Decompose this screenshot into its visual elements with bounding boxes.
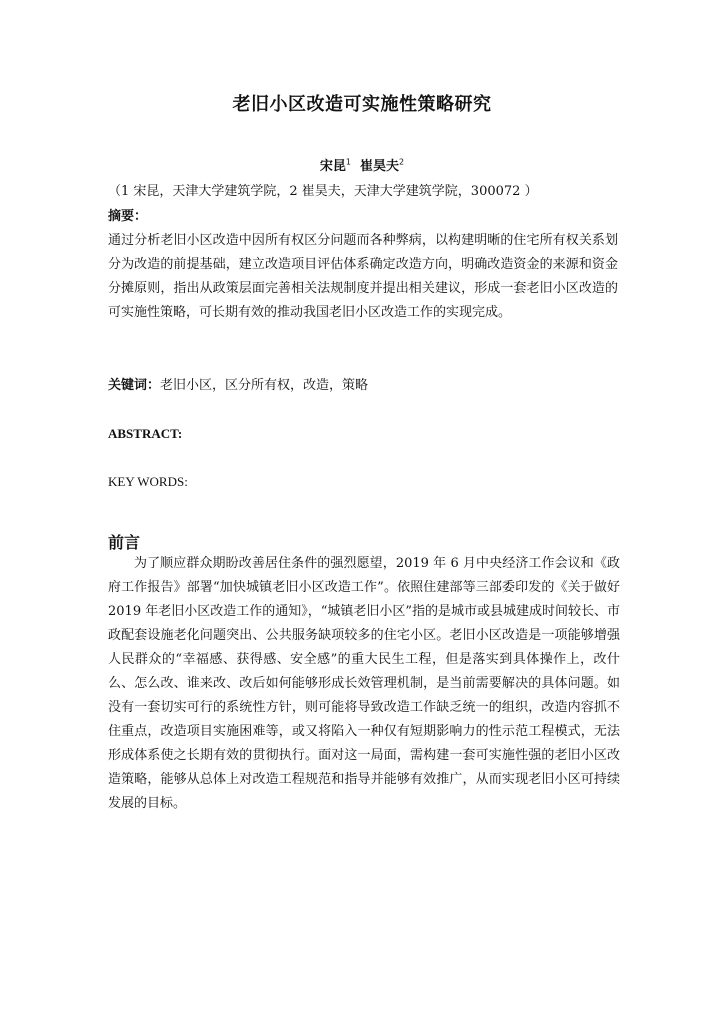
keywords-label: 关键词： — [108, 378, 161, 393]
paper-title: 老旧小区改造可实施性策略研究 — [232, 94, 492, 115]
author-1-name: 宋昆 — [319, 159, 346, 174]
keywords-text: 老旧小区，区分所有权，改造，策略 — [160, 378, 369, 393]
author-2-superscript: 2 — [399, 157, 405, 167]
keywords-en-label: KEY WORDS: — [108, 474, 188, 489]
affiliation: （1 宋昆，天津大学建筑学院，2 崔昊夫，天津大学建筑学院，300072 ） — [108, 184, 538, 199]
abstract-label: 摘要： — [108, 209, 148, 224]
preface-paragraph: 为了顺应群众期盼改善居住条件的强烈愿望，2019 年 6 月中央经济工作会议和《政府工作报告》部署“加快城镇老旧小区改造工作”。依照住建部等三部委印发的《关于做好 2019 年老旧小区改造工作的通知》，“城镇老旧小区”指的是城市或县城建成时间较长、市政配套设施老化问题突出、公共服务缺项较多的住宅小区。老旧小区改造是一项能够增强人民群众的“幸福感、获得感、安全感”的重大民生工程，但是落实到具体操作上，改什么、怎么改、谁来改、改后如何能够形成长效管理机制，是当前需要解决的具体问题。如没有一套切实可行的系统性方针，则可能将导致改造工作缺乏统一的组织，改造内容抓不住重点，改造项目实施困难等，或又将陷入一种仅有短期影响力的性示范工程模式，无法形成体系使之长期有效的贯彻执行。面对这一局面，需构建一套可实施性强的老旧小区改造策略，能够从总体上对改造工程规范和指导并能够有效推广，从而实现老旧小区可持续发展的目标。 — [108, 556, 621, 811]
author-1-superscript: 1 — [345, 157, 351, 167]
author-line — [0, 155, 724, 174]
author-2-name: 崔昊夫 — [360, 159, 400, 174]
keywords-line — [108, 374, 618, 393]
section-heading-preface: 前言 — [108, 533, 141, 552]
abstract-text: 通过分析老旧小区改造中因所有权区分问题而各种弊病，以构建明晰的住宅所有权关系划分为改造的前提基础，建立改造项目评估体系确定改造方向，明确改造资金的来源和资金分摊原则，指出从政策层面完善相关法规制度并提出相关建议，形成一套老旧小区改造的可实施性策略，可长期有效的推动我国老旧小区改造工作的实现完成。 — [108, 233, 618, 320]
abstract-en-label: ABSTRACT: — [108, 426, 183, 441]
